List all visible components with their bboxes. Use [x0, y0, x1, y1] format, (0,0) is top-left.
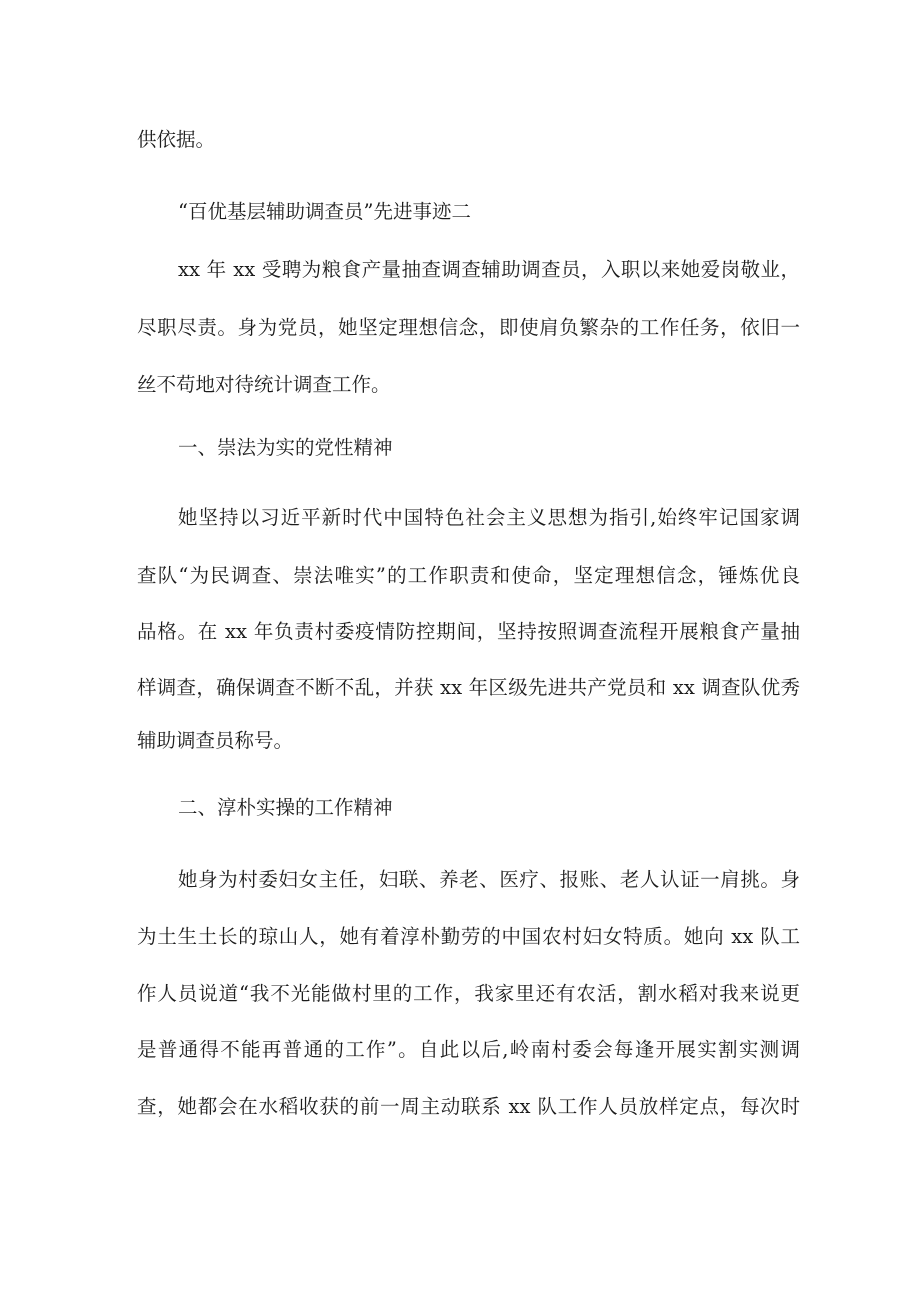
paragraph-line: 品格。在 xx 年负责村委疫情防控期间，坚持按照调查流程开展粮食产量抽 [137, 620, 800, 643]
paragraph-line: 是普通得不能再普通的工作”。自此以后,岭南村委会每逢开展实割实测调 [137, 1038, 800, 1061]
paragraph-line: xx 年 xx 受聘为粮食产量抽查调查辅助调查员，入职以来她爱岗敬业， [178, 258, 800, 281]
article-title: “百优基层辅助调查员”先进事迹二 [178, 200, 471, 223]
paragraph-line: 为土生土长的琼山人，她有着淳朴勤劳的中国农村妇女特质。她向 xx 队工 [137, 925, 800, 948]
paragraph-line: 丝不苟地对待统计调查工作。 [137, 373, 391, 396]
paragraph-line: 供依据。 [137, 128, 216, 151]
paragraph-line: 她坚持以习近平新时代中国特色社会主义思想为指引,始终牢记国家调 [178, 506, 800, 529]
paragraph-line: 她身为村委妇女主任，妇联、养老、医疗、报账、老人认证一肩挑。身 [178, 868, 800, 891]
paragraph-line: 查，她都会在水稻收获的前一周主动联系 xx 队工作人员放样定点，每次时 [137, 1095, 800, 1118]
paragraph-line: 辅助调查员称号。 [137, 729, 294, 752]
paragraph-line: 作人员说道“我不光能做村里的工作，我家里还有农活，割水稻对我来说更 [137, 982, 800, 1005]
paragraph-line: 尽职尽责。身为党员，她坚定理想信念，即使肩负繁杂的工作任务，依旧一 [137, 316, 800, 339]
section-heading: 一、崇法为实的党性精神 [178, 436, 393, 459]
paragraph-line: 查队“为民调查、崇法唯实”的工作职责和使命，坚定理想信念，锤炼优良 [137, 564, 800, 587]
section-heading: 二、淳朴实操的工作精神 [178, 796, 393, 819]
paragraph-line: 样调查，确保调查不断不乱，并获 xx 年区级先进共产党员和 xx 调查队优秀 [137, 676, 800, 699]
